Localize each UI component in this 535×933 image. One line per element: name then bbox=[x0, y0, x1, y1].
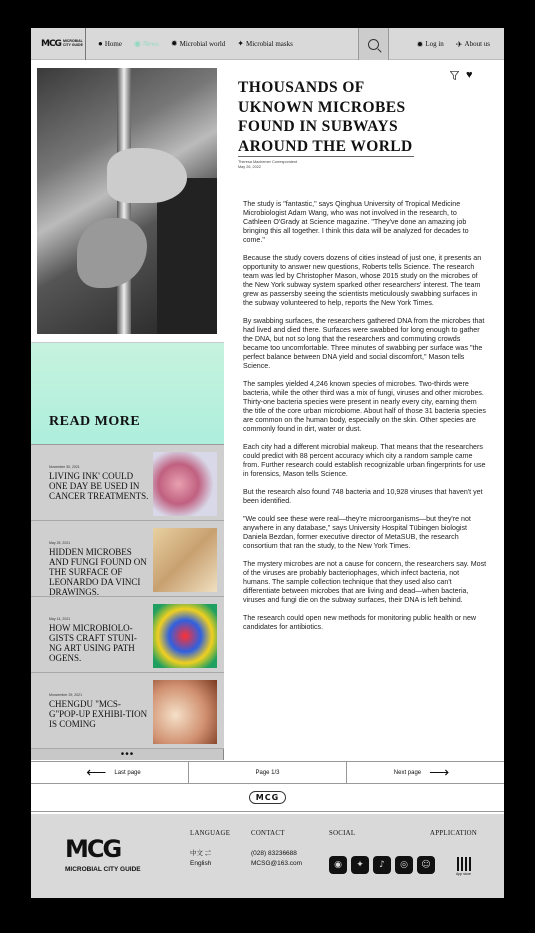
nav-logo[interactable] bbox=[31, 28, 86, 60]
top-nav bbox=[31, 28, 504, 60]
mask-icon: ✦ bbox=[237, 39, 244, 48]
article-paragraph: The samples yielded 4,246 known species of microbes. Two-thirds were bacteria, while the other third was a mix of fungi, viruses and other microbes. Thirty-one bacteria species were present in nearly every city, earning them the title of the core urban microbiome. About half of those 31 bacteria species are common on the human body, especially on the skin. Other species are commonly found in dirt, water or dust. bbox=[243, 380, 486, 433]
article-paragraph: The mystery microbes are not a cause for concern, the researchers say. Most of the viruses are probably bacteriophages, which infect bacteria, not humans. The sample collection technique that they used also can't differentiate between microbes that are living and dead—when bacteria, viruses and fungi die on the subway surfaces, their DNA is left behind. bbox=[243, 560, 487, 604]
footer-application bbox=[430, 830, 477, 837]
next-page-label: Next page bbox=[393, 769, 422, 776]
hero bbox=[31, 60, 224, 342]
article-paragraph: But the research also found 748 bacteria and 10,928 viruses that haven't yet been identified. bbox=[243, 488, 483, 505]
article-author: Theresa Machemer Correspondent bbox=[238, 160, 298, 164]
social-heading: SOCIAL bbox=[329, 830, 356, 837]
login-link[interactable] bbox=[417, 40, 444, 49]
logo-text: MICROBIAL CITY GUIDE bbox=[62, 39, 83, 47]
contact-email[interactable]: MCSG@163.com bbox=[251, 860, 303, 867]
social-icons bbox=[329, 856, 435, 874]
nav-item-label: Home bbox=[104, 39, 122, 48]
about-link[interactable] bbox=[456, 40, 490, 49]
weibo-icon[interactable]: ◉ bbox=[329, 856, 347, 874]
footer-contact bbox=[251, 830, 302, 869]
article-paragraph: The research could open new methods for monitoring public health or new candidates for antibiotics. bbox=[243, 614, 477, 631]
login-label: Log in bbox=[425, 40, 444, 48]
logo-mark: MCG bbox=[41, 38, 61, 49]
contact-heading: CONTACT bbox=[251, 830, 285, 837]
prev-page-button[interactable] bbox=[31, 762, 189, 783]
article-byline bbox=[238, 156, 414, 170]
plane-icon: ✈ bbox=[455, 39, 463, 49]
news-thumbnail[interactable] bbox=[153, 452, 217, 516]
about-label: About us bbox=[464, 40, 490, 48]
news-thumbnail[interactable] bbox=[153, 604, 217, 668]
arrow-left-icon: ⟵ bbox=[86, 764, 107, 780]
footer-logo[interactable]: MCG bbox=[65, 835, 121, 863]
more-dots-button[interactable]: ••• bbox=[120, 749, 135, 760]
article-paragraph: By swabbing surfaces, the researchers gathered DNA from the microbes that had lived and died there. Surfaces were swabbed for long enough to gather the DNA, but not so long that the researchers and commuting crowds became too uncomfortable. Three minutes of swabbing per surface was "the perfect balance between DNA yield and social discomfort," Mason tells Science. bbox=[243, 317, 485, 370]
app-store-label: App store bbox=[456, 872, 471, 876]
nav-item-label: News bbox=[142, 39, 159, 48]
pagination bbox=[31, 761, 504, 784]
news-date: Mnovember 29, 2021 bbox=[49, 693, 83, 697]
tiktok-icon[interactable]: ♪ bbox=[373, 856, 391, 874]
news-title[interactable]: HIDDEN MICROBES AND FUNGI FOUND ON THE SURFACE OF LEONARDO DA VINCI DRAWINGS. bbox=[49, 547, 147, 597]
nav-item-news[interactable] bbox=[134, 39, 159, 48]
mcg-badge bbox=[31, 784, 504, 812]
page-indicator-label: Page 1/3 bbox=[255, 769, 280, 776]
news-item[interactable] bbox=[31, 521, 224, 597]
nav-item-home[interactable] bbox=[98, 39, 122, 48]
left-column bbox=[31, 60, 224, 760]
article-paragraph: Each city had a different microbial makeup. That means that the researchers could predict with 88 percent accuracy which city a random sample came from. Further research could establish recognizable urban fingerprints for use in forensics, Mason tells Science. bbox=[243, 443, 486, 478]
news-date: May 14, 2021 bbox=[49, 617, 71, 621]
mcg-badge-logo: MCG bbox=[249, 791, 286, 804]
hero-image bbox=[37, 68, 217, 334]
news-title[interactable]: CHENGDU "MCS-G"POP-UP EXHIBI-TION IS COMING bbox=[49, 699, 148, 729]
news-thumbnail[interactable] bbox=[153, 528, 217, 592]
application-heading: APPLICATION bbox=[430, 830, 478, 837]
news-date: May 25, 2021 bbox=[49, 541, 71, 545]
instagram-icon[interactable]: ◎ bbox=[395, 856, 413, 874]
article-body bbox=[243, 200, 487, 641]
news-date: November 30, 2021 bbox=[49, 465, 80, 469]
microbe-icon: ✹ bbox=[170, 39, 178, 48]
footer-social bbox=[329, 830, 355, 837]
twitter-icon[interactable]: ✦ bbox=[351, 856, 369, 874]
language-heading: LANGUAGE bbox=[190, 830, 231, 837]
article-headline: THOUSANDS OF UKNOWN MICROBES FOUND IN SUBWAYS AROUND THE WORLD bbox=[238, 79, 413, 155]
footer-logo-text: MICROBIAL CITY GUIDE bbox=[65, 866, 141, 873]
article-paragraph: "We could see these were real—they're microorganisms—but they're not anywhere in any database," says University Hospital Tübingen biologist Daniela Bezdan, former executive director of MetaSUB, the research consortium that ran the study, to the New York Times. bbox=[243, 515, 471, 550]
arrow-right-icon: ⟶ bbox=[429, 764, 450, 780]
next-page-button[interactable] bbox=[347, 762, 504, 783]
article-paragraph: Because the study covers dozens of cities instead of just one, it presents an opportunity to answer new questions, Roberts tells Science. The research team was led by Christopher Mason, whose 2015 study on the microbes of the New York subway system sparked other researchers' interest. The team grew as passersby seeing the scientists meticulously swabbing surfaces in the subway volunteered to help, reports the New York Times. bbox=[243, 254, 482, 307]
contact-phone: (028) 83236688 bbox=[251, 850, 297, 857]
page bbox=[31, 28, 504, 898]
bilibili-icon[interactable]: ☺ bbox=[417, 856, 435, 874]
read-more-label: READ MORE bbox=[49, 414, 141, 429]
search-button[interactable] bbox=[358, 28, 389, 60]
footer-language bbox=[190, 830, 230, 869]
page-indicator bbox=[189, 762, 347, 783]
home-icon: ● bbox=[98, 39, 103, 48]
news-thumbnail[interactable] bbox=[153, 680, 217, 744]
news-icon: ◉ bbox=[133, 39, 141, 48]
language-option-english[interactable]: English bbox=[190, 860, 212, 867]
news-title[interactable]: LIVING INK' COULD ONE DAY BE USED IN CANCER TREATMENTS. bbox=[49, 471, 149, 501]
heart-icon[interactable]: ♥ bbox=[466, 69, 473, 81]
qr-code-icon[interactable] bbox=[457, 857, 471, 871]
nav-item-label: Microbial world bbox=[179, 39, 226, 48]
nav-right bbox=[405, 28, 490, 60]
read-more-banner[interactable] bbox=[31, 342, 224, 445]
article bbox=[225, 60, 504, 760]
footer bbox=[31, 814, 504, 898]
login-icon: ✹ bbox=[416, 39, 424, 49]
nav-item-label: Microbial masks bbox=[245, 39, 293, 48]
news-item[interactable] bbox=[31, 673, 224, 749]
article-paragraph: The study is "fantastic," says Qinghua University of Tropical Medicine Microbiologist Adam Wang, who was not involved in the research, to Cathleen O'Grady at Science magazine. "They've done an amazing job bringing this all together. I think this data will be analyzed for decades to come." bbox=[243, 200, 469, 244]
search-icon bbox=[368, 39, 379, 50]
news-item[interactable] bbox=[31, 445, 224, 521]
news-item[interactable] bbox=[31, 597, 224, 673]
prev-page-label: Last page bbox=[114, 769, 141, 776]
nav-item-microbial-masks[interactable] bbox=[237, 39, 293, 48]
article-date: May 26, 2022 bbox=[238, 165, 262, 169]
nav-item-microbial-world[interactable] bbox=[171, 39, 225, 48]
news-title[interactable]: HOW MICROBIOLO-GISTS CRAFT STUNI-NG ART USING PATH OGENS. bbox=[49, 623, 137, 663]
language-option-chinese[interactable]: 中文 ⇌ bbox=[190, 850, 212, 857]
filter-icon[interactable] bbox=[450, 71, 459, 80]
